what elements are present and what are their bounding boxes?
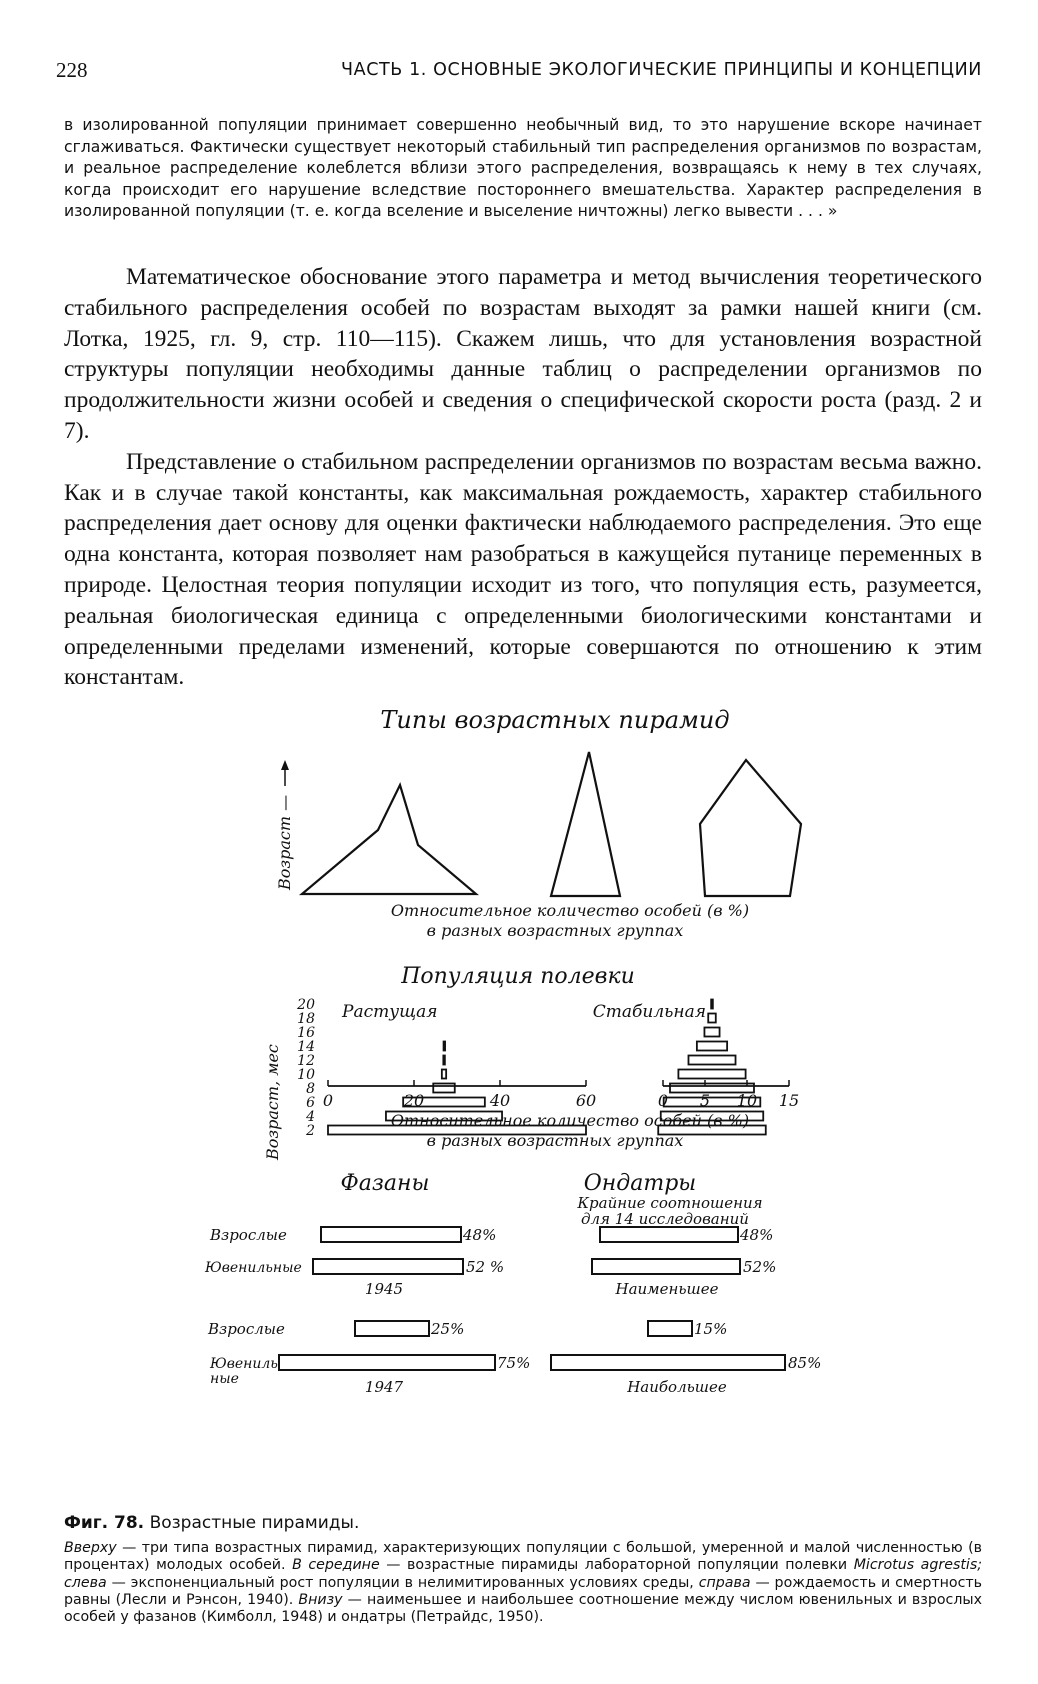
year-1947: 1947 — [364, 1378, 404, 1396]
caption-fragment: Вверху — [64, 1540, 117, 1556]
value-pheasant-1945-juveniles: 52 % — [466, 1258, 505, 1276]
caption-fragment: справа — [698, 1574, 751, 1591]
paragraph: Представление о стабильном распределении организмов по возрастам весьма важно. Как и в случае такой константы, как максимальная рождаемость, характер стабильного распределения дает основу для оценки фактически наблюдаемого распределения. Это еще одна константа, которая позволяет нам разобраться в кажущейся путанице переменных в природе. Целостная теория популяции исходит из того, что популяция есть, разумеется, реальная биологическая единица с определенными биологическими константами и определенными пределами изменений, которые совершаются по отношению к этим константам. — [64, 448, 982, 691]
figure-title: Возрастные пирамиды. — [149, 1513, 360, 1533]
y-tick-label: 2 — [306, 1123, 315, 1139]
y-tick-label: 14 — [297, 1039, 315, 1055]
figure-svg — [0, 700, 1038, 1510]
figure-caption-text — [64, 1540, 982, 1626]
caption-fragment: В середине — [292, 1557, 380, 1574]
caption-fragment: — три типа возрастных пирамид, характеризующих популяции с большой, умеренной и малой численностью (в процентах) молодых особей. — [64, 1540, 982, 1574]
middle-x-caption-1: Относительное количество особей (в %) — [390, 1111, 750, 1130]
caption-fragment: — возрастные пирамиды лабораторной популяции полевки — [379, 1557, 854, 1574]
y-tick-label: 12 — [297, 1053, 315, 1069]
bar-stable-age-20 — [711, 1000, 713, 1009]
value-muskrat-greatest-adults: 15% — [694, 1320, 728, 1338]
label-adults: Взрослые — [210, 1226, 287, 1244]
label-adults: Взрослые — [208, 1320, 285, 1338]
bar-pheasant-1945-juveniles — [313, 1259, 463, 1274]
muskrats-subtitle-2: для 14 исследований — [581, 1210, 749, 1228]
value-pheasant-1947-juveniles: 75% — [497, 1354, 531, 1372]
label-greatest: Наибольшее — [627, 1378, 727, 1396]
bar-stable-age-18 — [708, 1014, 716, 1023]
stable-x-tick-label: 15 — [778, 1091, 800, 1110]
y-tick-label: 6 — [306, 1095, 315, 1111]
y-tick-label: 18 — [297, 1011, 315, 1027]
caption-fragment: Внизу — [298, 1591, 343, 1608]
quote-block: в изолированной популяции принимает совершенно необычный вид, то это нарушение вскоре начинает сглаживаться. Фактически существует некоторый стабильный тип распределения организмов по возрастам, и реальное распределение колеблется вблизи этого распределения, возвращаясь к нему в тех случаях, когда происходит его нарушение вследствие постороннего вмешательства. Характер распределения в изолированной популяции (т. е. когда вселение и выселение ничтожны) легко вывести . . . » — [64, 116, 982, 220]
bar-growing-age-12 — [443, 1056, 445, 1065]
caption-fragment: Microtus agrestis; слева — [64, 1557, 983, 1591]
growing-x-tick-label: 40 — [489, 1091, 511, 1110]
caption-fragment: — наименьшее и наибольшее соотношение между числом ювенильных и взрослых особей у фазанов (Кимболл, 1948) и ондатры (Петрайдс, 1950). — [64, 1591, 982, 1626]
middle-x-caption-2: в разных возрастных группах — [426, 1131, 684, 1150]
page-header — [56, 58, 982, 88]
pyramid-declining — [700, 760, 801, 896]
year-1945: 1945 — [364, 1280, 404, 1298]
growing-x-tick-label: 0 — [322, 1091, 334, 1110]
top-y-axis-label: Возраст — — [275, 794, 294, 890]
label-juveniles-2: ные — [210, 1371, 239, 1387]
bar-stable-age-10 — [678, 1070, 745, 1079]
page-number: 228 — [56, 58, 88, 82]
muskrats-title: Ондатры — [583, 1171, 697, 1196]
muskrats-subtitle-1: Крайние соотношения — [577, 1194, 763, 1212]
y-tick-label: 20 — [297, 997, 315, 1013]
bar-muskrat-greatest-adults — [648, 1321, 692, 1336]
pyramid-stable — [551, 752, 620, 896]
vole-x-axes — [323, 1080, 799, 1110]
bar-pheasant-1947-juveniles — [279, 1355, 495, 1370]
pheasants-title: Фазаны — [340, 1171, 430, 1196]
value-muskrat-greatest-juveniles: 85% — [788, 1354, 822, 1372]
figure-label: Фиг. 78. — [64, 1513, 145, 1533]
bar-muskrat-least-juveniles — [592, 1259, 740, 1274]
value-muskrat-least-adults: 48% — [740, 1226, 774, 1244]
value-pheasant-1947-adults: 25% — [431, 1320, 465, 1338]
growing-label: Растущая — [342, 1002, 438, 1022]
bar-growing-age-14 — [444, 1042, 446, 1051]
label-juveniles: Ювенильные — [205, 1260, 302, 1276]
running-head: ЧАСТЬ 1. ОСНОВНЫЕ ЭКОЛОГИЧЕСКИЕ ПРИНЦИПЫ И КОНЦЕПЦИИ — [341, 60, 982, 80]
stable-label: Стабильная — [592, 1002, 706, 1022]
middle-y-axis-label: Возраст, мес — [263, 1044, 282, 1160]
bar-stable-age-16 — [704, 1028, 719, 1037]
middle-panel-title: Популяция полевки — [401, 964, 635, 989]
figure-78 — [0, 700, 1038, 1510]
y-tick-label: 4 — [306, 1109, 315, 1125]
vole-y-ticks — [296, 997, 315, 1139]
label-juveniles-1: Ювениль — [210, 1356, 278, 1372]
caption-fragment: — экспоненциальный рост популяции в нелимитированных условиях среды, — [106, 1574, 699, 1591]
growing-x-tick-label: 60 — [575, 1091, 597, 1110]
bar-pheasant-1947-adults — [355, 1321, 429, 1336]
pyramid-expanding — [302, 785, 476, 894]
label-least: Наименьшее — [615, 1280, 719, 1298]
caption-fragment: — рождаемость и смертность равны (Лесли и Рэнсон, 1940). — [64, 1574, 982, 1608]
top-x-caption-2: в разных возрастных группах — [426, 921, 684, 940]
bar-muskrat-least-adults — [600, 1227, 738, 1242]
bar-muskrat-greatest-juveniles — [551, 1355, 785, 1370]
stable-x-tick-label: 5 — [699, 1091, 711, 1110]
body-text — [64, 262, 982, 693]
stable-x-tick-label: 10 — [736, 1091, 758, 1110]
bar-stable-age-14 — [697, 1042, 727, 1051]
figure-caption-title — [64, 1513, 359, 1533]
bar-stable-age-12 — [688, 1056, 735, 1065]
y-tick-label: 10 — [297, 1067, 315, 1083]
growing-x-tick-label: 20 — [403, 1091, 425, 1110]
value-pheasant-1945-adults: 48% — [463, 1226, 497, 1244]
top-panel-title: Типы возрастных пирамид — [380, 706, 730, 734]
bar-pheasant-1945-adults — [321, 1227, 461, 1242]
y-tick-label: 16 — [297, 1025, 315, 1041]
y-axis-arrow — [281, 760, 289, 786]
stable-x-tick-label: 0 — [657, 1091, 669, 1110]
value-muskrat-least-juveniles: 52% — [743, 1258, 777, 1276]
bar-growing-age-8 — [433, 1084, 455, 1093]
paragraph: Математическое обоснование этого параметра и метод вычисления теоретического стабильного распределения особей по возрастам выходят за рамки нашей книги (см. Лотка, 1925, гл. 9, стр. 110—115). Скажем лишь, что для установления возрастной структуры популяции необходимы данные таблиц о распределении организмов по продолжительности жизни особей и сведения о специфической скорости роста (разд. 2 и 7). — [64, 264, 982, 444]
y-tick-label: 8 — [306, 1081, 315, 1097]
top-x-caption-1: Относительное количество особей (в %) — [390, 901, 750, 920]
bar-growing-age-10 — [442, 1070, 446, 1079]
